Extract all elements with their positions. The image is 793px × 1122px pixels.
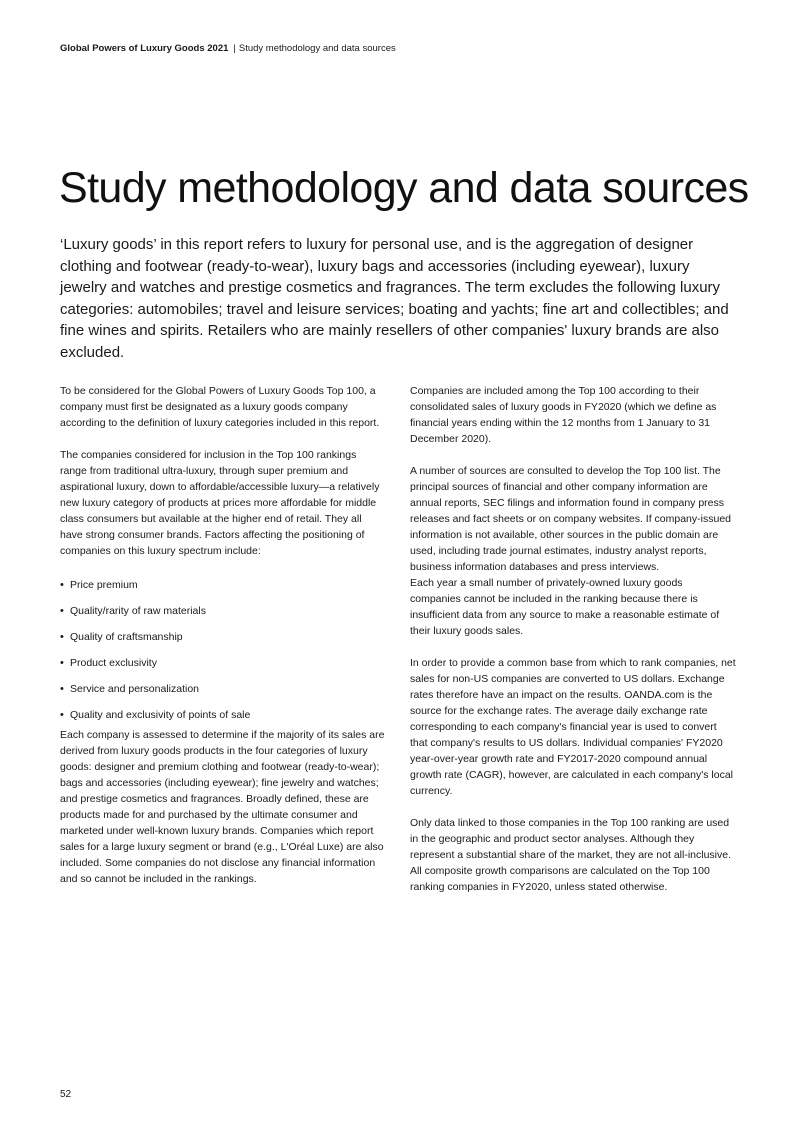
running-header [60,43,396,54]
header-section: Study methodology and data sources [238,43,396,54]
bullet-icon: • [60,579,64,591]
page-number: 52 [60,1089,72,1100]
list-item: • Quality of craftsmanship [60,631,183,643]
bullet-icon: • [60,683,64,695]
left-paragraph-2: The companies considered for inclusion in the Top 100 rankings range from traditional ultra-luxury, through super premium and aspirational luxury, down to affordable/accessible luxury—a relatively new luxury category of products at prices more affordable for middle class consumers but available at the higher end of retail. They all have strong consumer brands. Factors affecting the positioning of companies on this luxury spectrum include: [60,449,380,557]
right-paragraph-1: Companies are included among the Top 100 according to their consolidated sales of luxury goods in FY2020 (which we define as financial years ending within the 12 months from 1 January to 31 December 2020). [410,385,717,445]
right-paragraph-2: A number of sources are consulted to develop the Top 100 list. The principal sources of financial and other company information are annual reports, SEC filings and information found in company press releases and fact sheets or on company websites. If company-issued information is not available, other sources in the public domain are used, including trade journal estimates, industry analyst reports, business information databases and press interviews. [410,465,731,573]
bullet-icon: • [60,605,64,617]
left-paragraph-1: To be considered for the Global Powers of Luxury Goods Top 100, a company must first be designated as a luxury goods company according to the definition of luxury categories included in this report. [60,385,380,429]
list-item: • Quality/rarity of raw materials [60,605,206,617]
bullet-icon: • [60,657,64,669]
right-column [410,383,736,895]
header-report-title: Global Powers of Luxury Goods 2021 [60,43,229,54]
right-paragraph-5: Only data linked to those companies in the Top 100 ranking are used in the geographic and product sector analyses. Although they represent a substantial share of the market, they are not all-inclusive. All composite growth comparisons are calculated on the Top 100 ranking companies in FY2020, unless stated otherwise. [410,817,731,893]
page-title: Study methodology and data sources [59,164,749,212]
left-column [60,383,386,887]
list-item: • Service and personalization [60,683,199,695]
intro-paragraph: ‘Luxury goods’ in this report refers to luxury for personal use, and is the aggregation of designer clothing and footwear (ready-to-wear), luxury bags and accessories (including eyewear), luxury jewelry and watches and prestige cosmetics and fragrances. The term excludes the following luxury categories: automobiles; travel and leisure services; boating and yachts; fine art and collectibles; and fine wines and spirits. Retailers who are mainly resellers of other companies' luxury brands are also excluded. [60,236,729,361]
list-item: • Price premium [60,579,138,591]
right-paragraph-3: Each year a small number of privately-owned luxury goods companies cannot be included in the ranking because there is insufficient data from any source to make a reasonable estimate of their luxury goods sales. [410,577,720,637]
header-separator: | [233,43,236,54]
right-paragraph-4: In order to provide a common base from which to rank companies, net sales for non-US companies are converted to US dollars. Exchange rates therefore have an impact on the results. OANDA.com is the source for the exchange rates. The average daily exchange rate corresponding to each company's financial year is used to convert that company's results to US dollars. Individual companies' FY2020 year-over-year growth rate and FY2017-2020 compound annual growth rate (CAGR), however, are calculated in each company's local currency. [410,657,736,797]
luxury-factors-list [60,577,386,723]
bullet-icon: • [60,709,64,721]
list-item: • Product exclusivity [60,657,157,669]
list-item: • Quality and exclusivity of points of sale [60,709,251,721]
bullet-icon: • [60,631,64,643]
left-paragraph-3: Each company is assessed to determine if the majority of its sales are derived from luxury goods products in the four categories of luxury goods: designer and premium clothing and footwear (ready-to-wear); bags and accessories (including eyewear); fine jewelry and watches; and prestige cosmetics and fragrances. Broadly defined, these are products made for and purchased by the ultimate consumer and marketed under well-known luxury brands. Companies which report sales for a large luxury segment or brand (e.g., L'Oréal Luxe) are also included. Some companies do not disclose any financial information and so cannot be included in the rankings. [60,729,385,885]
